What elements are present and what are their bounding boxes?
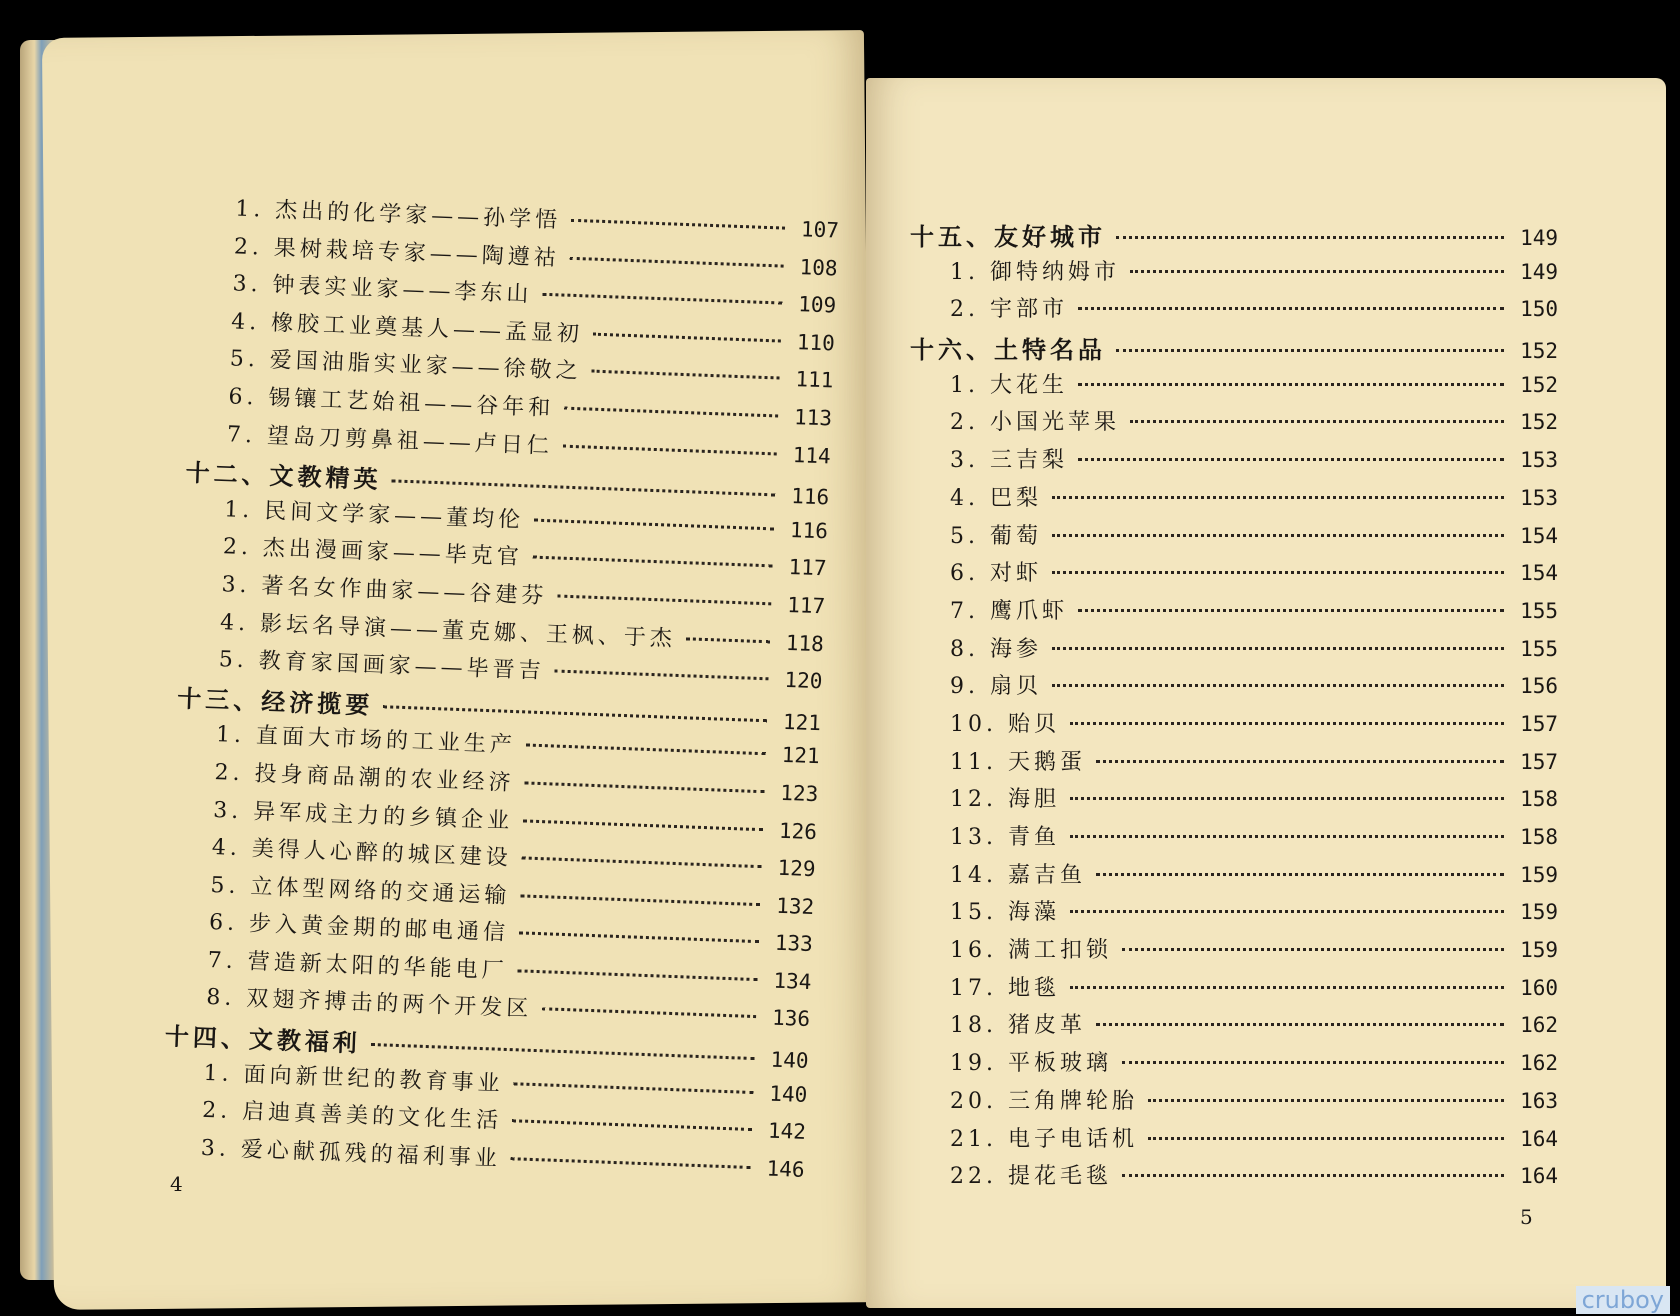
toc-entry (910, 669, 1558, 707)
toc-entry-title: 3. 钟表实业家——李东山 (232, 271, 533, 308)
toc-entry-page: 157 (1520, 749, 1558, 774)
toc-entry-page: 155 (1520, 598, 1558, 623)
toc-entry-page: 117 (788, 555, 827, 581)
dot-leader (1078, 458, 1504, 461)
toc-entry-page: 152 (1520, 372, 1558, 397)
toc-entry-title: 1. 御特纳姆市 (950, 259, 1120, 285)
toc-entry-title: 1. 直面大市场的工业生产 (215, 722, 517, 759)
toc-entry (910, 971, 1558, 1009)
dot-leader (1096, 873, 1504, 876)
toc-entry-page: 155 (1520, 636, 1558, 661)
dot-leader (1052, 647, 1504, 650)
dot-leader (1078, 609, 1504, 612)
toc-entry-title: 2. 果树栽培专家——陶遵祜 (233, 234, 561, 271)
toc-entry (910, 481, 1558, 519)
dot-leader (1130, 270, 1504, 273)
dot-leader (1070, 835, 1504, 838)
toc-entry-title: 十五、友好城市 (910, 222, 1106, 251)
toc-entry-page: 108 (799, 254, 839, 281)
watermark: cruboy (1576, 1286, 1670, 1314)
toc-entry-title: 14. 嘉吉鱼 (950, 862, 1086, 888)
dot-leader (1148, 1137, 1504, 1140)
toc-entry-title: 3. 异军成主力的乡镇企业 (212, 797, 514, 834)
dot-leader (1070, 797, 1504, 800)
dot-leader (523, 819, 763, 831)
toc-entry-page: 164 (1520, 1126, 1558, 1151)
toc-entry-page: 120 (784, 668, 823, 694)
toc-entry-page: 123 (779, 780, 819, 807)
toc-entry-page: 154 (1520, 561, 1558, 586)
toc-entry (910, 292, 1558, 330)
toc-entry-title: 5. 立体型网络的交通运输 (210, 872, 511, 909)
dot-leader (542, 293, 782, 305)
toc-entry-page: 159 (1520, 900, 1558, 925)
toc-entry-page: 132 (775, 893, 815, 919)
toc-entry-page: 117 (786, 592, 826, 619)
toc-entry-page: 164 (1520, 1164, 1558, 1189)
dot-leader (1070, 986, 1504, 989)
toc-entry-title: 4. 橡胶工业奠基人——孟显初 (230, 309, 584, 348)
dot-leader (1122, 1061, 1504, 1064)
dot-leader (512, 1119, 752, 1131)
toc-entry-page: 154 (1520, 523, 1558, 548)
dot-leader (1148, 1099, 1504, 1102)
dot-leader (522, 856, 762, 868)
dot-leader (557, 594, 771, 605)
dot-leader (1078, 383, 1504, 386)
toc-entry-title: 8. 双翅齐搏击的两个开发区 (205, 985, 533, 1023)
toc-entry-title: 十二、文教精英 (185, 457, 383, 495)
dot-leader (1070, 910, 1504, 913)
toc-entry-title: 20. 三角牌轮胎 (950, 1088, 1138, 1114)
toc-entry-page: 162 (1520, 1051, 1558, 1076)
toc-entry-page: 107 (800, 217, 840, 243)
toc-entry-title: 7. 望岛刀剪鼻祖——卢日仁 (226, 421, 554, 459)
toc-entry-page: 114 (792, 442, 832, 468)
toc-entry-page: 121 (781, 743, 821, 769)
toc-entry (910, 255, 1558, 293)
toc-entry-page: 152 (1520, 410, 1558, 435)
dot-leader (534, 518, 774, 530)
toc-entry-title: 7. 营造新太阳的华能电厂 (207, 947, 509, 984)
toc-entry (910, 820, 1558, 858)
dot-leader (524, 781, 764, 793)
toc-entry (910, 443, 1558, 481)
dot-leader (571, 219, 785, 230)
dot-leader (533, 556, 773, 568)
toc-entry-page: 140 (770, 1047, 809, 1074)
toc-entry-page: 158 (1520, 787, 1558, 812)
toc-entry-title: 十三、经济揽要 (176, 683, 374, 720)
toc-entry-title: 2. 投身商品潮的农业经济 (214, 759, 515, 796)
toc-entry-title: 10. 贻贝 (950, 711, 1060, 737)
toc-entry (910, 707, 1558, 745)
toc-entry-title: 5. 爱国油脂实业家——徐敬之 (229, 346, 583, 385)
toc-entry-title: 十六、土特名品 (910, 335, 1106, 365)
dot-leader (555, 670, 769, 681)
toc-entry (910, 594, 1558, 632)
toc-entry (910, 519, 1558, 557)
dot-leader (1122, 948, 1504, 951)
right-page-number: 5 (1520, 1205, 1533, 1229)
toc-entry-title: 4. 美得人心醉的城区建设 (211, 835, 513, 872)
toc-entry-title: 6. 锡镶工艺始祖——谷年和 (227, 384, 555, 422)
toc-entry-title: 13. 青鱼 (950, 825, 1060, 850)
toc-entry-title: 21. 电子电话机 (950, 1126, 1138, 1152)
toc-entry-title: 2. 宇部市 (950, 297, 1068, 323)
toc-entry (910, 858, 1558, 896)
dot-leader (1116, 349, 1504, 352)
toc-entry-page: 152 (1520, 339, 1558, 364)
toc-entry-page: 162 (1520, 1013, 1558, 1038)
dot-leader (1052, 496, 1504, 499)
toc-entry-title: 16. 满工扣锁 (950, 938, 1112, 964)
dot-leader (513, 1082, 753, 1094)
toc-entry-page: 134 (773, 968, 812, 994)
dot-leader (593, 332, 781, 342)
toc-entry-title: 1. 民间文学家——董均伦 (223, 497, 525, 533)
toc-entry-title: 2. 杰出漫画家——毕克官 (222, 534, 524, 571)
dot-leader (519, 932, 759, 944)
dot-leader (1096, 760, 1504, 763)
toc-entry (910, 1008, 1558, 1046)
toc-entry-title: 5. 葡萄 (950, 523, 1042, 549)
left-page-number: 4 (170, 1172, 183, 1196)
toc-entry-page: 109 (797, 292, 837, 318)
toc-entry-title: 十四、文教福利 (164, 1021, 362, 1058)
toc-entry-title: 2. 启迪真善美的文化生活 (201, 1098, 503, 1135)
toc-entry-page: 156 (1520, 674, 1558, 699)
toc-entry-title: 9. 扇贝 (950, 674, 1042, 700)
dot-leader (686, 637, 770, 643)
toc-entry (910, 368, 1558, 406)
toc-entry-title: 3. 爱心献孤残的福利事业 (200, 1135, 502, 1172)
toc-section-heading (910, 330, 1558, 368)
dot-leader (1078, 307, 1504, 310)
dot-leader (371, 1043, 755, 1060)
dot-leader (564, 407, 778, 418)
toc-entry-page: 153 (1520, 448, 1558, 473)
toc-entry-page: 146 (766, 1156, 805, 1182)
toc-entry (910, 556, 1558, 594)
toc-section-heading (910, 217, 1558, 255)
toc-entry-title: 4. 影坛名导演——董克娜、王枫、于杰 (219, 609, 677, 652)
toc-entry-page: 160 (1520, 975, 1558, 1000)
toc-entry-title: 19. 平板玻璃 (950, 1051, 1112, 1077)
toc-entry (910, 782, 1558, 820)
toc-entry-title: 18. 猪皮革 (950, 1013, 1086, 1039)
toc-entry-title: 11. 天鹅蛋 (950, 749, 1086, 775)
toc-entry-title: 15. 海藻 (950, 900, 1060, 926)
toc-entry (910, 745, 1558, 783)
toc-entry-page: 136 (771, 1006, 811, 1032)
dot-leader (526, 744, 766, 756)
toc-entry-page: 158 (1520, 825, 1558, 849)
toc-entry-title: 8. 海参 (950, 636, 1042, 662)
toc-entry-page: 149 (1520, 259, 1558, 284)
toc-entry-title: 3. 著名女作曲家——谷建芬 (221, 572, 548, 610)
toc-entry-page: 129 (777, 855, 816, 882)
right-toc (910, 217, 1558, 1197)
toc-entry-title: 22. 提花毛毯 (950, 1164, 1112, 1190)
toc-entry-page: 116 (790, 484, 830, 510)
toc-entry-title: 17. 地毯 (950, 975, 1060, 1001)
toc-entry (910, 895, 1558, 933)
dot-leader (1052, 684, 1504, 687)
toc-entry-title: 1. 面向新世纪的教育事业 (203, 1060, 504, 1097)
toc-entry-title: 6. 步入黄金期的邮电通信 (208, 910, 510, 947)
toc-entry-page: 133 (774, 931, 814, 957)
toc-entry-title: 7. 鹰爪虾 (950, 598, 1068, 624)
dot-leader (1130, 420, 1504, 423)
toc-entry-page: 142 (767, 1118, 807, 1145)
toc-entry (910, 1159, 1558, 1197)
toc-entry (910, 1122, 1558, 1160)
toc-entry-page: 113 (793, 405, 833, 431)
toc-entry (910, 933, 1558, 971)
dot-leader (592, 370, 780, 380)
toc-entry-page: 157 (1520, 711, 1558, 736)
toc-entry-page: 121 (782, 709, 822, 735)
dot-leader (1122, 1174, 1504, 1177)
dot-leader (542, 1008, 756, 1019)
toc-entry-page: 149 (1520, 226, 1558, 250)
left-toc (160, 190, 839, 1190)
toc-entry-page: 140 (768, 1081, 808, 1107)
toc-entry-page: 159 (1520, 862, 1558, 887)
toc-entry-page: 116 (789, 517, 829, 544)
dot-leader (391, 480, 775, 497)
toc-entry (910, 632, 1558, 670)
dot-leader (1052, 571, 1504, 574)
dot-leader (518, 969, 758, 981)
toc-entry-page: 150 (1520, 297, 1558, 322)
dot-leader (511, 1157, 751, 1169)
dot-leader (1116, 236, 1504, 239)
toc-entry (910, 1046, 1558, 1084)
dot-leader (1070, 722, 1504, 725)
toc-entry-page: 110 (796, 329, 836, 356)
toc-entry-title: 6. 对虾 (950, 561, 1042, 587)
toc-entry-title: 4. 巴梨 (950, 485, 1042, 511)
toc-entry-title: 1. 杰出的化学家——孙学悟 (234, 196, 562, 234)
toc-entry-title: 1. 大花生 (950, 372, 1068, 398)
dot-leader (520, 894, 760, 906)
toc-entry (910, 405, 1558, 443)
dot-leader (563, 444, 777, 455)
dot-leader (383, 705, 767, 722)
toc-entry (910, 1084, 1558, 1122)
toc-entry-page: 126 (778, 818, 818, 844)
toc-entry-page: 111 (795, 367, 834, 393)
toc-entry-page: 163 (1520, 1088, 1558, 1113)
toc-entry-page: 159 (1520, 938, 1558, 963)
toc-entry-title: 2. 小国光苹果 (950, 410, 1120, 436)
dot-leader (1096, 1023, 1504, 1026)
dot-leader (570, 256, 784, 267)
dot-leader (1052, 534, 1504, 537)
toc-entry-title: 5. 教育家国画家——毕晋吉 (218, 647, 546, 685)
toc-entry-title: 3. 三吉梨 (950, 448, 1068, 474)
toc-entry-page: 153 (1520, 485, 1558, 510)
toc-entry-page: 118 (785, 630, 825, 656)
toc-entry-title: 12. 海胆 (950, 787, 1060, 813)
